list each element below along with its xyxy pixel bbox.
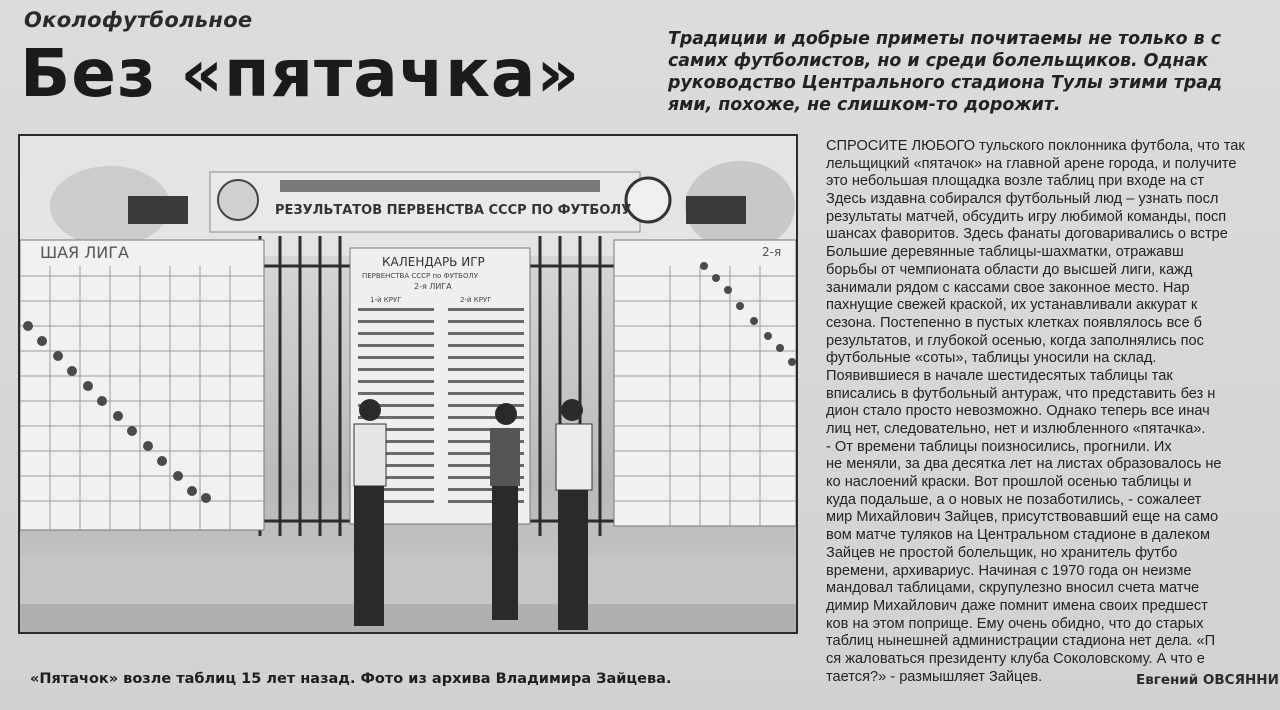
body-line: мир Михайлович Зайцев, присутствовавший еще на само [826,509,1219,526]
body-line: ко наслоений краски. Вот прошлой осенью таблицы и [826,474,1192,491]
body-line: - От времени таблицы поизносились, прогнили. Их [826,438,1172,455]
body-line: димир Михайлович даже помнит имена своих предшест [826,597,1208,614]
lead-line: самих футболистов, но и среди болельщиков. Однак [668,51,1209,71]
calendar-title: КАЛЕНДАРЬ ИГР [382,255,485,269]
lead-line: ями, похоже, не слишком-то дорожит. [668,95,1061,115]
body-line: пахнущие свежей краской, их устанавливали аккурат к [826,297,1198,314]
calendar-league: 2-я ЛИГА [414,282,452,291]
archive-photo [18,134,798,634]
right-results-board [614,240,796,526]
body-line: Большие деревянные таблицы-шахматки, отражавш [826,244,1184,261]
body-line: лиц нет, следовательно, нет и излюбленного «пятачка». [826,421,1206,437]
body-line: занимали рядом с кассами свое законное место. Нар [826,279,1190,296]
body-line: тается?» - размышляет Зайцев. [826,668,1043,685]
calendar-round-2: 2-й КРУГ [460,296,492,304]
body-line: футбольные «соты», таблицы уносили на склад. [826,350,1157,367]
photo-caption: «Пятачок» возле таблиц 15 лет назад. Фото из архива Владимира Зайцева. [30,671,672,687]
body-line: времени, архивариус. Начиная с 1970 года он неизме [826,562,1192,579]
body-line: таблиц нынешней администрации стадиона нет дела. «П [826,633,1216,650]
body-line: результаты матчей, обсудить игру любимой команды, посп [826,208,1227,225]
article-lead [668,28,1280,116]
body-line: ков на этом поприще. Ему очень обидно, что до старых [826,615,1204,632]
body-line: результатов, и глубокой осенью, когда заполнялись пос [826,332,1204,349]
body-line: вом матче туляков на Центральном стадионе в далеком [826,527,1211,544]
body-line: мандовал таблицами, скрупулезно вносил счета матче [826,580,1200,597]
body-line: ся жаловаться президенту клуба Соколовскому. А что е [826,650,1205,667]
calendar-round-1: 1-й КРУГ [370,296,402,304]
body-line: дион стало просто невозможно. Однако теперь все инач [826,403,1210,420]
author-byline: Евгений ОВСЯННИ [1136,672,1279,688]
body-line: Появившиеся в начале шестидесятых таблицы так [826,367,1173,384]
left-board-title: ШАЯ ЛИГА [40,243,129,262]
body-line: Зайцев не простой болельщик, но хранитель футбо [826,544,1178,561]
lead-line: Традиции и добрые приметы почитаемы не только в с [668,29,1222,49]
body-line: вписались в футбольный антураж, что представить без н [826,385,1216,402]
body-line: сезона. Постепенно в пустых клетках появлялось все б [826,314,1203,331]
body-line: Здесь издавна собирался футбольный люд – узнать посл [826,191,1219,208]
emblem-left-icon [218,180,258,220]
body-line: СПРОСИТЕ ЛЮБОГО тульского поклонника футбола, что так [826,138,1245,154]
person-left [354,399,386,626]
lead-line: руководство Центрального стадиона Тулы этими трад [668,73,1223,93]
article-headline: Без «пятачка» [20,35,581,112]
body-line: борьбы от чемпионата области до высшей лиги, кажд [826,261,1193,278]
body-line: шансах фаворитов. Здесь фанаты договаривались о встре [826,226,1228,243]
body-line: это небольшая площадка возле таблиц при входе на ст [826,173,1205,190]
rubric-label: Околофутбольное [24,8,253,32]
calendar-subtitle: ПЕРВЕНСТВА СССР по ФУТБОЛУ [362,272,478,280]
right-board-title: 2-я [762,245,782,259]
photo-illustration [20,136,796,632]
person-middle [490,403,520,620]
ball-right-icon [626,178,670,222]
banner-text: РЕЗУЛЬТАТОВ ПЕРВЕНСТВА СССР ПО ФУТБОЛУ [275,203,632,218]
body-line: не меняли, за два десятка лет на листах образовалось не [826,456,1222,473]
person-right [556,399,592,630]
body-line: лельщицкий «пятачок» на главной арене города, и получите [826,155,1237,172]
left-results-board [20,240,264,530]
body-line: куда подальше, а о новых не позаботились, - сожалеет [826,491,1202,508]
article-body [826,138,1280,686]
